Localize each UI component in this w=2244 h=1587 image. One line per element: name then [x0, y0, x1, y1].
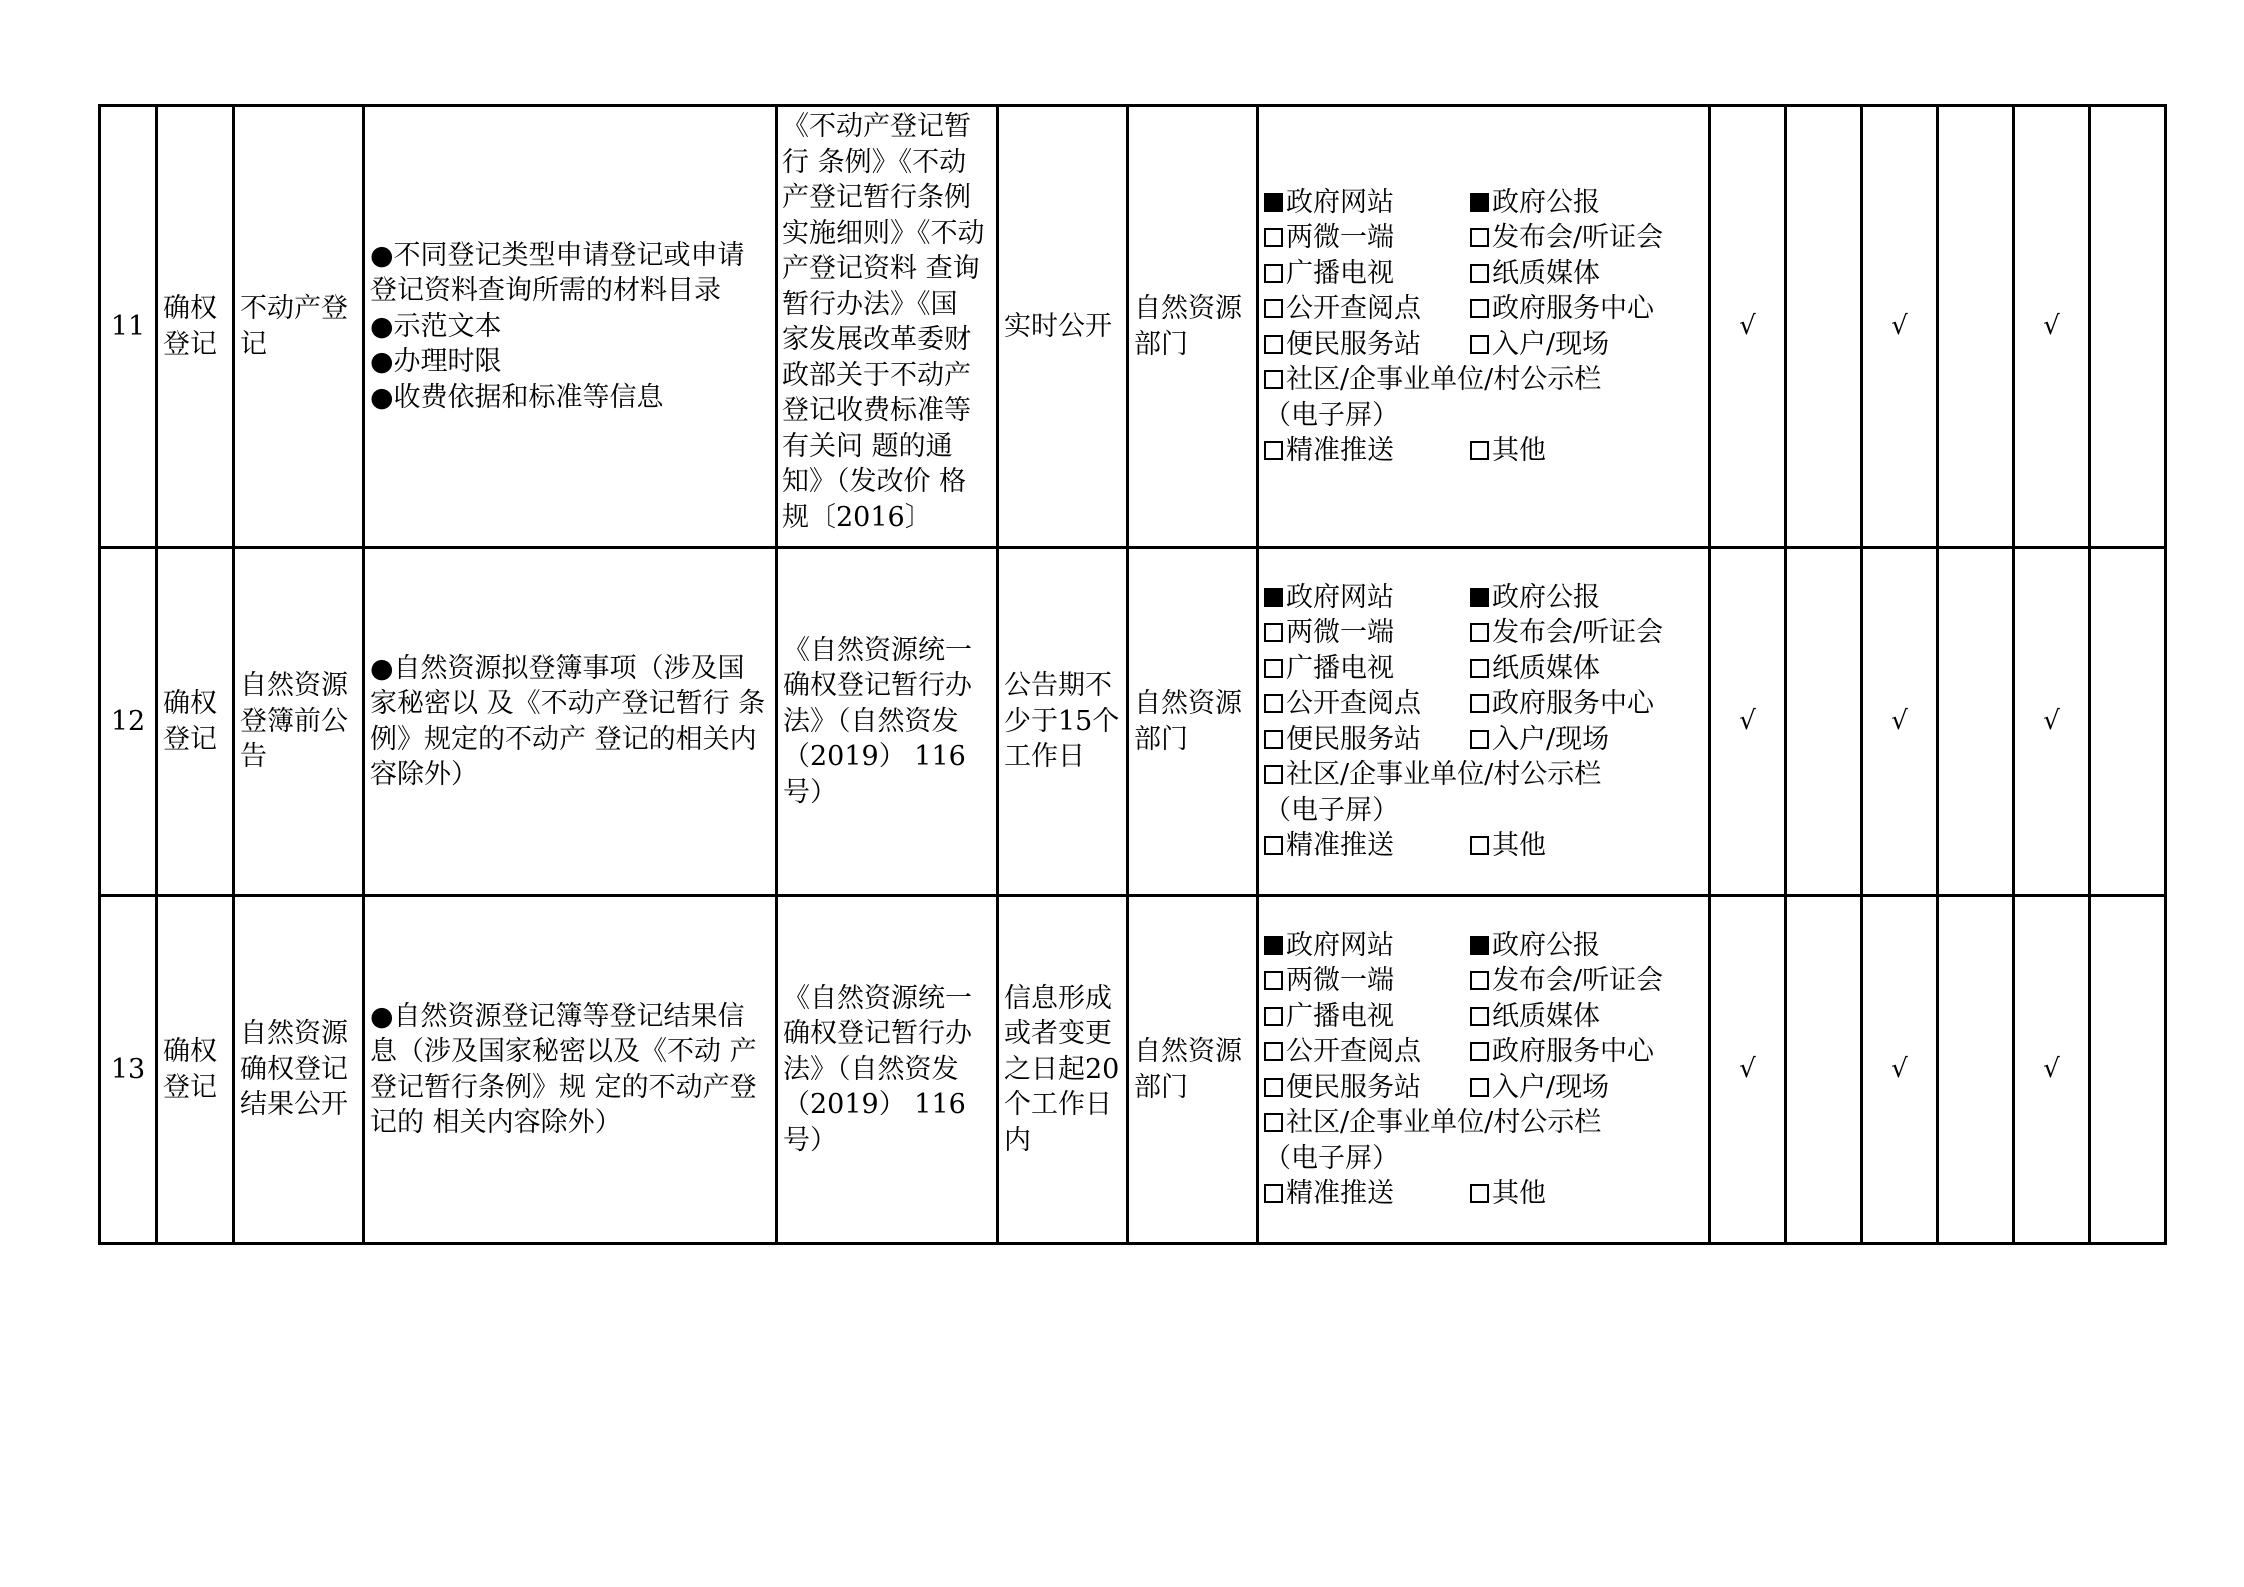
checkbox-empty-icon — [1264, 694, 1283, 713]
basis-cell — [777, 548, 998, 896]
basis-cell — [777, 896, 998, 1244]
channel-label: 政府公报 — [1492, 929, 1600, 961]
category-text: 确权登记 — [163, 293, 217, 360]
subject-cell — [1128, 106, 1258, 548]
empty-cell — [2090, 896, 2166, 1244]
time-limit-text: 实时公开 — [1004, 310, 1112, 342]
content-line: ●自然资源登记簿等登记结果信息（涉及国家秘密以及《不动 产登记暂行条例》规 定的不动产登记的 相关内容除外） — [370, 1000, 757, 1138]
empty-cell — [1786, 106, 1862, 548]
channel-label: 社区/企事业单位/村公示栏 — [1286, 364, 1602, 395]
channel-label: 社区/企事业单位/村公示栏 — [1286, 1107, 1602, 1138]
channel-label: 政府公报 — [1492, 581, 1600, 613]
disclosure-table — [98, 104, 2167, 1245]
channel-label: （电子屏） — [1264, 1142, 1399, 1174]
tick-cell — [1710, 896, 1786, 1244]
tick-mark: √ — [1739, 705, 1756, 736]
checkbox-empty-icon — [1264, 1042, 1283, 1061]
checkbox-empty-icon — [1264, 1078, 1283, 1097]
content-line: ●收费依据和标准等信息 — [370, 381, 664, 413]
channel-label: 发布会/听证会 — [1492, 617, 1664, 648]
checkbox-checked-icon — [1470, 193, 1489, 212]
channel-label: 广播电视 — [1286, 257, 1394, 289]
channel-label: 公开查阅点 — [1286, 688, 1421, 719]
channel-cell — [1258, 106, 1710, 548]
channel-label: 广播电视 — [1286, 652, 1394, 684]
checkbox-empty-icon — [1470, 299, 1489, 318]
tick-mark: √ — [1739, 310, 1756, 341]
channel-label: 政府服务中心 — [1492, 1036, 1654, 1067]
channel-label: 纸质媒体 — [1492, 257, 1600, 289]
content-line: ●示范文本 — [370, 310, 502, 342]
content-cell — [364, 106, 777, 548]
time-limit-cell — [998, 548, 1128, 896]
channel-label: 公开查阅点 — [1286, 293, 1421, 324]
item-text: 自然资源确权登记结果公开 — [240, 1018, 348, 1121]
tick-mark: √ — [1739, 1053, 1756, 1084]
channel-label: 入户/现场 — [1492, 723, 1610, 755]
channel-label: 政府公报 — [1492, 186, 1600, 218]
tick-cell — [1710, 548, 1786, 896]
category-cell — [157, 896, 234, 1244]
checkbox-empty-icon — [1470, 441, 1489, 460]
row-number-cell — [100, 106, 157, 548]
tick-mark: √ — [2043, 310, 2060, 341]
content-cell — [364, 896, 777, 1244]
subject-cell — [1128, 896, 1258, 1244]
row-number: 12 — [110, 705, 146, 737]
checkbox-checked-icon — [1470, 588, 1489, 607]
checkbox-empty-icon — [1470, 623, 1489, 642]
checkbox-empty-icon — [1264, 1113, 1283, 1132]
basis-text: 《自然资源统一确权登记暂行办法》（自然资发（2019） 116号） — [783, 982, 972, 1156]
checkbox-empty-icon — [1264, 370, 1283, 389]
channel-label: 便民服务站 — [1286, 328, 1421, 360]
empty-cell — [1938, 548, 2014, 896]
basis-text: 《自然资源统一确权登记暂行办法》（自然资发（2019） 116号） — [783, 634, 972, 808]
tick-cell — [2014, 896, 2090, 1244]
tick-mark: √ — [2043, 705, 2060, 736]
content-line: ●不同登记类型申请登记或申请登记资料查询所需的材料目录 — [370, 239, 745, 307]
empty-cell — [1938, 106, 2014, 548]
time-limit-text: 公告期不少于15个工作日 — [1004, 670, 1120, 773]
checkbox-empty-icon — [1264, 264, 1283, 283]
item-text: 自然资源登簿前公告 — [240, 670, 348, 773]
channel-label: 政府服务中心 — [1492, 293, 1654, 324]
tick-cell — [1862, 548, 1938, 896]
channel-label: 入户/现场 — [1492, 328, 1610, 360]
item-cell — [234, 106, 364, 548]
empty-cell — [2090, 548, 2166, 896]
channel-label: 政府服务中心 — [1492, 688, 1654, 719]
tick-cell — [2014, 548, 2090, 896]
checkbox-empty-icon — [1470, 1078, 1489, 1097]
row-number: 13 — [110, 1053, 146, 1085]
category-cell — [157, 106, 234, 548]
category-text: 确权登记 — [163, 688, 217, 755]
channel-label: 入户/现场 — [1492, 1071, 1610, 1103]
checkbox-empty-icon — [1264, 971, 1283, 990]
channel-label: （电子屏） — [1264, 399, 1399, 431]
row-number-cell — [100, 896, 157, 1244]
channel-label: 纸质媒体 — [1492, 1000, 1600, 1032]
checkbox-empty-icon — [1470, 264, 1489, 283]
content-line: ●自然资源拟登簿事项（涉及国家秘密以 及《不动产登记暂行 条例》规定的不动产 登记的相关内容除外） — [370, 652, 766, 790]
tick-mark: √ — [1891, 1053, 1908, 1084]
basis-text: 《不动产登记暂行 条例》《不动产登记暂行条例实施细则》《不动产登记资料 查询暂行办法》《国 家发展改革委财政部关于不动产登记收费标准等有关问 题的通知》（发改价 格规〔2016〕 — [782, 111, 985, 533]
tick-cell — [1710, 106, 1786, 548]
channel-label: 其他 — [1492, 435, 1546, 466]
channel-label: 政府网站 — [1286, 581, 1394, 613]
checkbox-empty-icon — [1264, 1007, 1283, 1026]
checkbox-checked-icon — [1264, 193, 1283, 212]
tick-mark: √ — [1891, 705, 1908, 736]
checkbox-empty-icon — [1264, 228, 1283, 247]
checkbox-empty-icon — [1470, 1042, 1489, 1061]
checkbox-empty-icon — [1470, 1007, 1489, 1026]
checkbox-empty-icon — [1264, 659, 1283, 678]
subject-text: 自然资源部门 — [1134, 293, 1242, 360]
checkbox-empty-icon — [1470, 971, 1489, 990]
channel-label: 社区/企事业单位/村公示栏 — [1286, 759, 1602, 790]
empty-cell — [1786, 548, 1862, 896]
channel-label: 便民服务站 — [1286, 1071, 1421, 1103]
row-number: 11 — [110, 310, 146, 342]
channel-label: 两微一端 — [1286, 965, 1394, 996]
basis-cell — [777, 106, 998, 548]
channel-label: （电子屏） — [1264, 794, 1399, 826]
subject-text: 自然资源部门 — [1134, 1036, 1242, 1103]
row-number-cell — [100, 548, 157, 896]
content-cell — [364, 548, 777, 896]
checkbox-empty-icon — [1470, 836, 1489, 855]
checkbox-checked-icon — [1470, 936, 1489, 955]
channel-label: 其他 — [1492, 830, 1546, 861]
subject-text: 自然资源部门 — [1134, 688, 1242, 755]
channel-label: 公开查阅点 — [1286, 1036, 1421, 1067]
checkbox-empty-icon — [1264, 623, 1283, 642]
empty-cell — [1786, 896, 1862, 1244]
channel-label: 发布会/听证会 — [1492, 965, 1664, 996]
time-limit-cell — [998, 896, 1128, 1244]
table-row — [100, 106, 2166, 548]
channel-label: 发布会/听证会 — [1492, 222, 1664, 253]
checkbox-empty-icon — [1264, 299, 1283, 318]
channel-label: 精准推送 — [1286, 435, 1394, 466]
category-text: 确权登记 — [163, 1036, 217, 1103]
tick-mark: √ — [1891, 310, 1908, 341]
channel-label: 政府网站 — [1286, 186, 1394, 218]
channel-label: 政府网站 — [1286, 929, 1394, 961]
channel-label: 广播电视 — [1286, 1000, 1394, 1032]
channel-label: 其他 — [1492, 1178, 1546, 1209]
checkbox-empty-icon — [1264, 1184, 1283, 1203]
checkbox-empty-icon — [1264, 765, 1283, 784]
item-text: 不动产登记 — [240, 293, 348, 360]
table-row — [100, 896, 2166, 1244]
checkbox-empty-icon — [1264, 441, 1283, 460]
tick-cell — [1862, 106, 1938, 548]
channel-label: 精准推送 — [1286, 830, 1394, 861]
channel-label: 精准推送 — [1286, 1178, 1394, 1209]
subject-cell — [1128, 548, 1258, 896]
checkbox-empty-icon — [1470, 228, 1489, 247]
channel-cell — [1258, 896, 1710, 1244]
time-limit-cell — [998, 106, 1128, 548]
time-limit-text: 信息形成或者变更之日起20个工作日内 — [1004, 982, 1120, 1156]
empty-cell — [1938, 896, 2014, 1244]
tick-mark: √ — [2043, 1053, 2060, 1084]
checkbox-empty-icon — [1470, 694, 1489, 713]
item-cell — [234, 548, 364, 896]
item-cell — [234, 896, 364, 1244]
category-cell — [157, 548, 234, 896]
channel-label: 两微一端 — [1286, 222, 1394, 253]
checkbox-empty-icon — [1470, 730, 1489, 749]
channel-label: 便民服务站 — [1286, 723, 1421, 755]
channel-label: 纸质媒体 — [1492, 652, 1600, 684]
checkbox-empty-icon — [1470, 1184, 1489, 1203]
content-line: ●办理时限 — [370, 346, 502, 378]
disclosure-table-sheet — [98, 104, 2164, 1245]
channel-label: 两微一端 — [1286, 617, 1394, 648]
checkbox-empty-icon — [1264, 335, 1283, 354]
tick-cell — [2014, 106, 2090, 548]
empty-cell — [2090, 106, 2166, 548]
checkbox-checked-icon — [1264, 936, 1283, 955]
checkbox-checked-icon — [1264, 588, 1283, 607]
checkbox-empty-icon — [1264, 730, 1283, 749]
checkbox-empty-icon — [1264, 836, 1283, 855]
tick-cell — [1862, 896, 1938, 1244]
table-row — [100, 548, 2166, 896]
checkbox-empty-icon — [1470, 335, 1489, 354]
channel-cell — [1258, 548, 1710, 896]
checkbox-empty-icon — [1470, 659, 1489, 678]
